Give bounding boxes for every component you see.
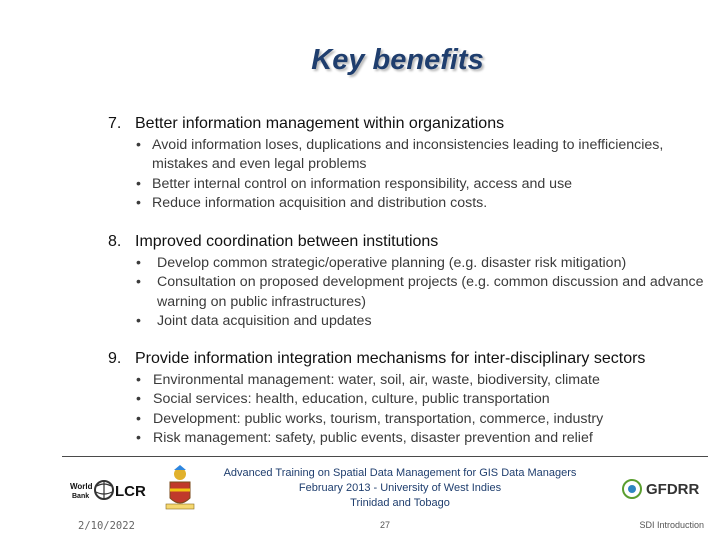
- section-title: Better information management within organizations: [135, 115, 505, 132]
- footer-divider: [62, 456, 708, 457]
- bullet-text: Develop common strategic/operative planning (e.g. disaster risk mitigation): [157, 255, 627, 271]
- world-bank-lcr-logo: [70, 476, 158, 504]
- bullet-list: [108, 371, 716, 448]
- section-heading: [108, 349, 716, 368]
- gfdrr-logo: [620, 476, 710, 502]
- section-8: [108, 232, 716, 331]
- footer-course-info: [190, 466, 610, 511]
- list-item: [108, 273, 716, 312]
- bullet-text: Social services: health, education, culture, public transportation: [153, 391, 550, 408]
- svg-text:GFDRR: GFDRR: [646, 481, 700, 498]
- svg-text:Bank: Bank: [72, 493, 90, 500]
- section-heading: [108, 232, 716, 251]
- bullet-icon: •: [136, 175, 141, 192]
- bullet-icon: •: [136, 137, 141, 153]
- bullet-icon: •: [136, 372, 141, 388]
- bullet-icon: •: [136, 410, 141, 427]
- bullet-icon: •: [136, 429, 141, 446]
- bullet-text: Consultation on proposed development projects (e.g. common discussion and advance warning on public infrastructures): [157, 274, 704, 310]
- svg-text:LCR: LCR: [115, 483, 146, 500]
- list-item: [108, 254, 716, 273]
- section-title: Improved coordination between institutions: [135, 233, 439, 250]
- section-number: 7.: [108, 115, 122, 132]
- slide-date: 2/10/2022: [78, 520, 135, 532]
- list-item: [108, 429, 716, 448]
- list-item: [108, 175, 716, 194]
- bullet-icon: •: [136, 274, 141, 291]
- bullet-icon: •: [136, 391, 141, 408]
- page-number: 27: [380, 520, 391, 530]
- list-item: [108, 371, 716, 390]
- svg-text:World: World: [70, 482, 93, 491]
- list-item: [108, 390, 716, 409]
- bullet-text: Development: public works, tourism, transportation, commerce, industry: [153, 410, 604, 427]
- section-heading: [108, 114, 716, 133]
- bullet-text: Better internal control on information responsibility, access and use: [152, 175, 573, 192]
- bullet-list: [108, 136, 716, 213]
- list-item: [108, 194, 716, 213]
- section-title: Provide information integration mechanisms for inter-disciplinary sectors: [135, 350, 646, 367]
- list-item: [108, 136, 716, 175]
- bullet-icon: •: [136, 194, 141, 211]
- list-item: [108, 312, 716, 331]
- section-7: [108, 114, 716, 213]
- footer-line-2: February 2013 - University of West Indies: [298, 482, 502, 494]
- bullet-text: Risk management: safety, public events, disaster prevention and relief: [153, 429, 593, 446]
- bullet-text: Joint data acquisition and updates: [157, 312, 372, 329]
- bullet-list: [108, 254, 716, 331]
- section-number: 8.: [108, 233, 122, 250]
- footer-section-label: SDI Introduction: [639, 520, 704, 530]
- section-9: [108, 349, 716, 448]
- footer-line-1: Advanced Training on Spatial Data Management for GIS Data Managers: [223, 467, 577, 479]
- bullet-text: Environmental management: water, soil, air, waste, biodiversity, climate: [153, 372, 600, 388]
- slide-title: Key benefits: [311, 44, 484, 76]
- footer-line-3: Trinidad and Tobago: [350, 497, 450, 509]
- bullet-icon: •: [136, 312, 141, 329]
- list-item: [108, 410, 716, 429]
- bullet-text: Reduce information acquisition and distribution costs.: [152, 194, 488, 211]
- bullet-icon: •: [136, 255, 141, 271]
- section-number: 9.: [108, 350, 122, 367]
- bullet-text: Avoid information loses, duplications and inconsistencies leading to inefficiencies, mistakes and even legal problems: [152, 137, 664, 173]
